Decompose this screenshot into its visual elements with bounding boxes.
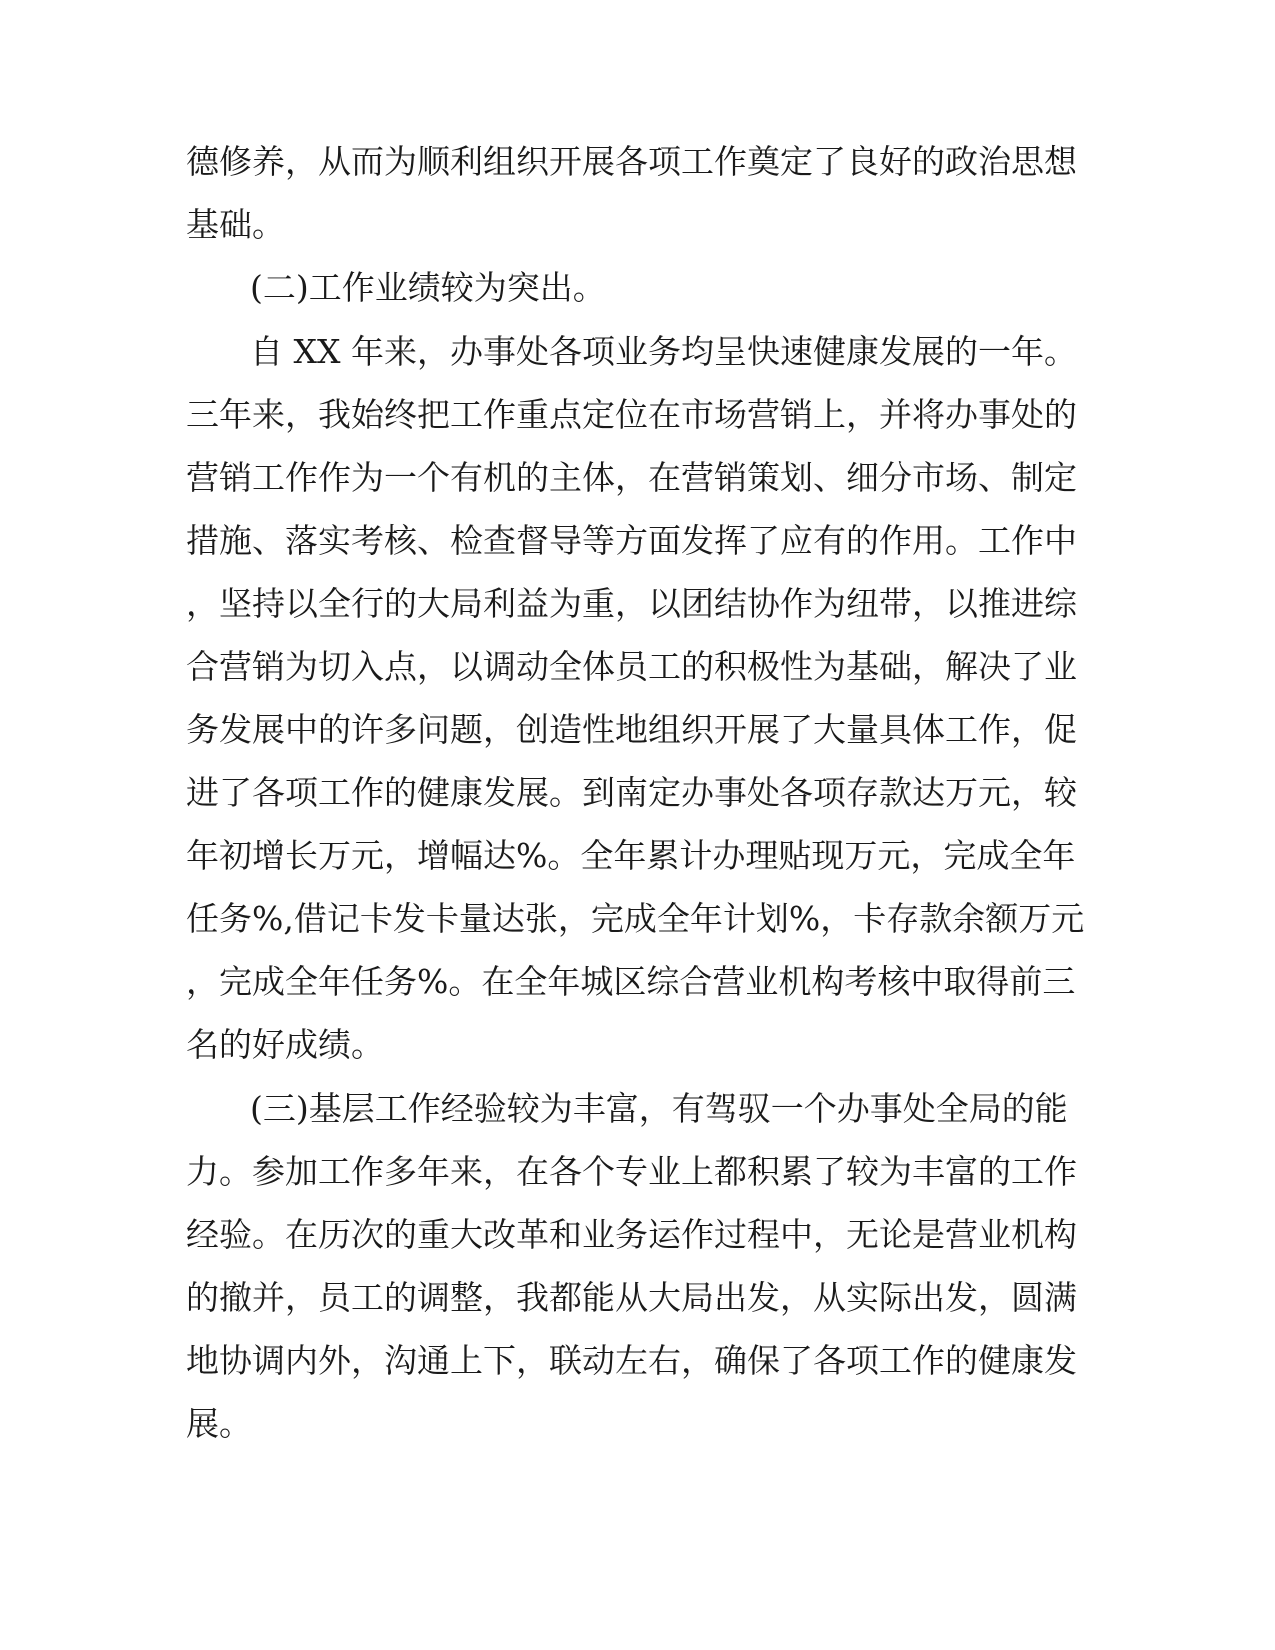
text-line: 地协调内外，沟通上下，联动左右，确保了各项工作的健康发	[186, 1341, 1077, 1380]
text-line: 任务%,借记卡发卡量达张，完成全年计划%，卡存款余额万元	[186, 899, 1085, 938]
section-heading: (二)工作业绩较为突出。	[250, 268, 606, 307]
text-line: 营销工作作为一个有机的主体，在营销策划、细分市场、制定	[186, 458, 1077, 497]
text-line: ，坚持以全行的大局利益为重，以团结协作为纽带，以推进综	[186, 584, 1077, 623]
text-line: 措施、落实考核、检查督导等方面发挥了应有的作用。工作中	[186, 521, 1077, 560]
text-line: 务发展中的许多问题，创造性地组织开展了大量具体工作，促	[186, 710, 1077, 749]
section-heading: (三)基层工作经验较为丰富，有驾驭一个办事处全局的能	[250, 1089, 1068, 1128]
text-line: 力。参加工作多年来，在各个专业上都积累了较为丰富的工作	[186, 1152, 1077, 1191]
text-line: 年初增长万元，增幅达%。全年累计办理贴现万元，完成全年	[186, 836, 1076, 875]
text-line: 合营销为切入点，以调动全体员工的积极性为基础，解决了业	[186, 647, 1077, 686]
paragraph-start: 自 XX 年来，办事处各项业务均呈快速健康发展的一年。	[250, 332, 1077, 371]
text-line: 的撤并，员工的调整，我都能从大局出发，从实际出发，圆满	[186, 1278, 1077, 1317]
text-line: 基础。	[186, 205, 285, 244]
text-line: 进了各项工作的健康发展。到南定办事处各项存款达万元，较	[186, 773, 1077, 812]
text-line: 德修养，从而为顺利组织开展各项工作奠定了良好的政治思想	[186, 142, 1077, 181]
text-line: ，完成全年任务%。在全年城区综合营业机构考核中取得前三	[186, 962, 1076, 1001]
text-line: 展。	[186, 1404, 252, 1443]
text-line: 三年来，我始终把工作重点定位在市场营销上，并将办事处的	[186, 395, 1077, 434]
text-line: 名的好成绩。	[186, 1025, 384, 1064]
text-line: 经验。在历次的重大改革和业务运作过程中，无论是营业机构	[186, 1215, 1077, 1254]
